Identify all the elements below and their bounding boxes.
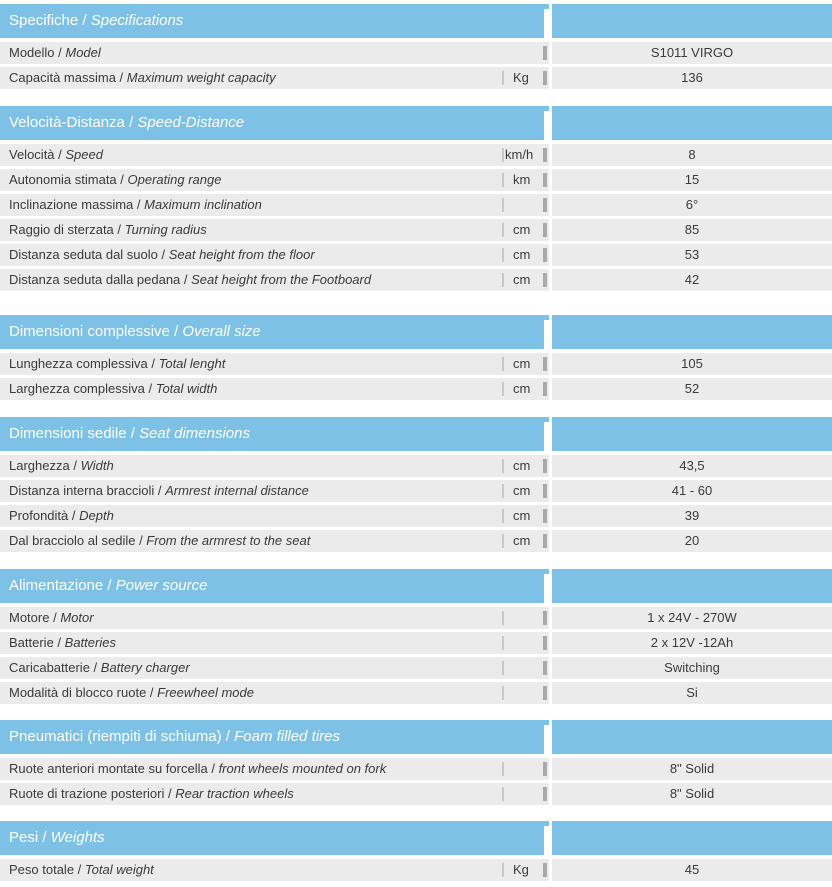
spec-row: [0, 194, 832, 216]
row-value: 39: [684, 508, 700, 523]
row-label: Raggio di sterzata / Turning radius: [9, 222, 207, 237]
row-marker: [543, 509, 547, 523]
row-marker: [543, 686, 547, 700]
row-label: Caricabatterie / Battery charger: [9, 660, 190, 675]
row-unit: km/h: [505, 147, 534, 162]
header-divider: [549, 315, 552, 349]
row-label: Autonomia stimata / Operating range: [9, 172, 222, 187]
row-label: Distanza interna braccioli / Armrest internal distance: [9, 483, 309, 498]
row-value: 2 x 12V -12Ah: [650, 635, 734, 650]
section-title: Dimensioni sedile / Seat dimensions: [9, 425, 250, 442]
row-marker: [543, 382, 547, 396]
row-marker: [543, 459, 547, 473]
row-unit: cm: [513, 222, 531, 237]
row-unit-marker: [502, 71, 504, 85]
row-marker: [543, 611, 547, 625]
section-header: [0, 720, 832, 754]
row-marker: [543, 46, 547, 60]
spec-row: [0, 859, 832, 881]
row-label: Dal bracciolo al sedile / From the armrest to the seat: [9, 533, 311, 548]
spec-row: [0, 42, 832, 64]
row-label: Ruote anteriori montate su forcella / front wheels mounted on fork: [9, 761, 387, 776]
row-unit-marker: [502, 534, 504, 548]
row-unit: cm: [513, 356, 531, 371]
row-label: Modello / Model: [9, 45, 101, 60]
row-unit-marker: [502, 198, 504, 212]
row-label: Modalità di blocco ruote / Freewheel mode: [9, 685, 254, 700]
row-value: 105: [681, 356, 703, 371]
row-unit-marker: [502, 611, 504, 625]
section-title: Velocità-Distanza / Speed-Distance: [9, 114, 245, 131]
row-label: Inclinazione massima / Maximum inclination: [9, 197, 262, 212]
section-seat-dimensions: [0, 417, 832, 552]
row-unit-marker: [502, 273, 504, 287]
row-value: 85: [684, 222, 700, 237]
row-marker: [543, 148, 547, 162]
row-marker: [543, 863, 547, 877]
row-label: Motore / Motor: [9, 610, 94, 625]
row-unit-marker: [502, 173, 504, 187]
row-value: 41 - 60: [671, 483, 713, 498]
spec-row: [0, 144, 832, 166]
row-value: 8" Solid: [669, 786, 715, 801]
row-unit: cm: [513, 483, 531, 498]
row-marker: [543, 636, 547, 650]
section-title: Specifiche / Specifications: [9, 12, 184, 29]
section-header: [0, 315, 832, 349]
row-label: Distanza seduta dalla pedana / Seat height from the Footboard: [9, 272, 372, 287]
row-unit: cm: [513, 381, 531, 396]
spec-row: [0, 505, 832, 527]
spec-row: [0, 607, 832, 629]
header-divider: [549, 720, 552, 754]
row-unit-marker: [502, 223, 504, 237]
header-divider: [549, 106, 552, 140]
section-header: [0, 569, 832, 603]
row-value: 1 x 24V - 270W: [647, 610, 737, 625]
spec-row: [0, 783, 832, 805]
row-value: 8: [688, 147, 696, 162]
section-weights: [0, 821, 832, 881]
section-foam-filled-tires: [0, 720, 832, 805]
row-label: Profondità / Depth: [9, 508, 114, 523]
row-unit: cm: [513, 533, 531, 548]
row-value: Si: [686, 685, 698, 700]
row-unit-marker: [502, 382, 504, 396]
row-marker: [543, 357, 547, 371]
section-header: [0, 417, 832, 451]
header-divider: [549, 417, 552, 451]
row-unit: Kg: [513, 70, 529, 85]
section-specifications: [0, 4, 832, 89]
header-divider: [549, 4, 552, 38]
section-speed-distance: [0, 106, 832, 291]
row-value: S1011 VIRGO: [650, 45, 734, 60]
row-unit-marker: [502, 863, 504, 877]
spec-row: [0, 657, 832, 679]
section-title: Dimensioni complessive / Overall size: [9, 323, 261, 340]
row-value: 43,5: [679, 458, 705, 473]
row-marker: [543, 223, 547, 237]
row-value: 42: [684, 272, 700, 287]
spec-row: [0, 632, 832, 654]
row-unit-marker: [502, 636, 504, 650]
row-label: Larghezza / Width: [9, 458, 114, 473]
spec-row: [0, 480, 832, 502]
spec-row: [0, 530, 832, 552]
row-marker: [543, 534, 547, 548]
row-marker: [543, 173, 547, 187]
spec-row: [0, 219, 832, 241]
row-unit-marker: [502, 686, 504, 700]
row-value: 52: [684, 381, 700, 396]
spec-row: [0, 353, 832, 375]
section-header: [0, 821, 832, 855]
row-label: Capacità massima / Maximum weight capacity: [9, 70, 276, 85]
row-unit: Kg: [513, 862, 529, 877]
spec-row: [0, 244, 832, 266]
row-marker: [543, 248, 547, 262]
row-value: 45: [684, 862, 700, 877]
row-unit-marker: [502, 787, 504, 801]
row-label: Distanza seduta dal suolo / Seat height from the floor: [9, 247, 315, 262]
row-marker: [543, 484, 547, 498]
row-unit-marker: [502, 509, 504, 523]
row-value: 53: [684, 247, 700, 262]
section-header: [0, 106, 832, 140]
row-marker: [543, 787, 547, 801]
row-unit-marker: [502, 459, 504, 473]
row-unit-marker: [502, 148, 504, 162]
row-marker: [543, 762, 547, 776]
row-value: 15: [684, 172, 700, 187]
header-divider: [549, 569, 552, 603]
section-title: Pneumatici (riempiti di schiuma) / Foam filled tires: [9, 728, 340, 745]
spec-row: [0, 455, 832, 477]
spec-row: [0, 378, 832, 400]
row-unit: cm: [513, 272, 531, 287]
header-divider: [549, 821, 552, 855]
row-unit-marker: [502, 484, 504, 498]
row-unit: km: [513, 172, 531, 187]
row-marker: [543, 661, 547, 675]
row-value: 136: [681, 70, 703, 85]
row-unit-marker: [502, 661, 504, 675]
row-label: Batterie / Batteries: [9, 635, 116, 650]
spec-row: [0, 758, 832, 780]
row-value: 20: [684, 533, 700, 548]
row-label: Velocità / Speed: [9, 147, 103, 162]
row-label: Ruote di trazione posteriori / Rear traction wheels: [9, 786, 294, 801]
row-unit: cm: [513, 508, 531, 523]
row-marker: [543, 273, 547, 287]
row-value: 8" Solid: [669, 761, 715, 776]
row-label: Lunghezza complessiva / Total lenght: [9, 356, 226, 371]
row-unit-marker: [502, 762, 504, 776]
row-value: 6°: [685, 197, 699, 212]
spec-row: [0, 169, 832, 191]
row-label: Peso totale / Total weight: [9, 862, 154, 877]
section-header: [0, 4, 832, 38]
section-power-source: [0, 569, 832, 704]
row-unit: cm: [513, 458, 531, 473]
row-value: Switching: [664, 660, 720, 675]
section-title: Alimentazione / Power source: [9, 577, 208, 594]
spec-row: [0, 269, 832, 291]
row-unit-marker: [502, 248, 504, 262]
row-unit-marker: [502, 357, 504, 371]
section-title: Pesi / Weights: [9, 829, 105, 846]
row-unit: cm: [513, 247, 531, 262]
row-label: Larghezza complessiva / Total width: [9, 381, 218, 396]
section-overall-size: [0, 315, 832, 400]
row-marker: [543, 71, 547, 85]
row-marker: [543, 198, 547, 212]
spec-row: [0, 67, 832, 89]
spec-row: [0, 682, 832, 704]
